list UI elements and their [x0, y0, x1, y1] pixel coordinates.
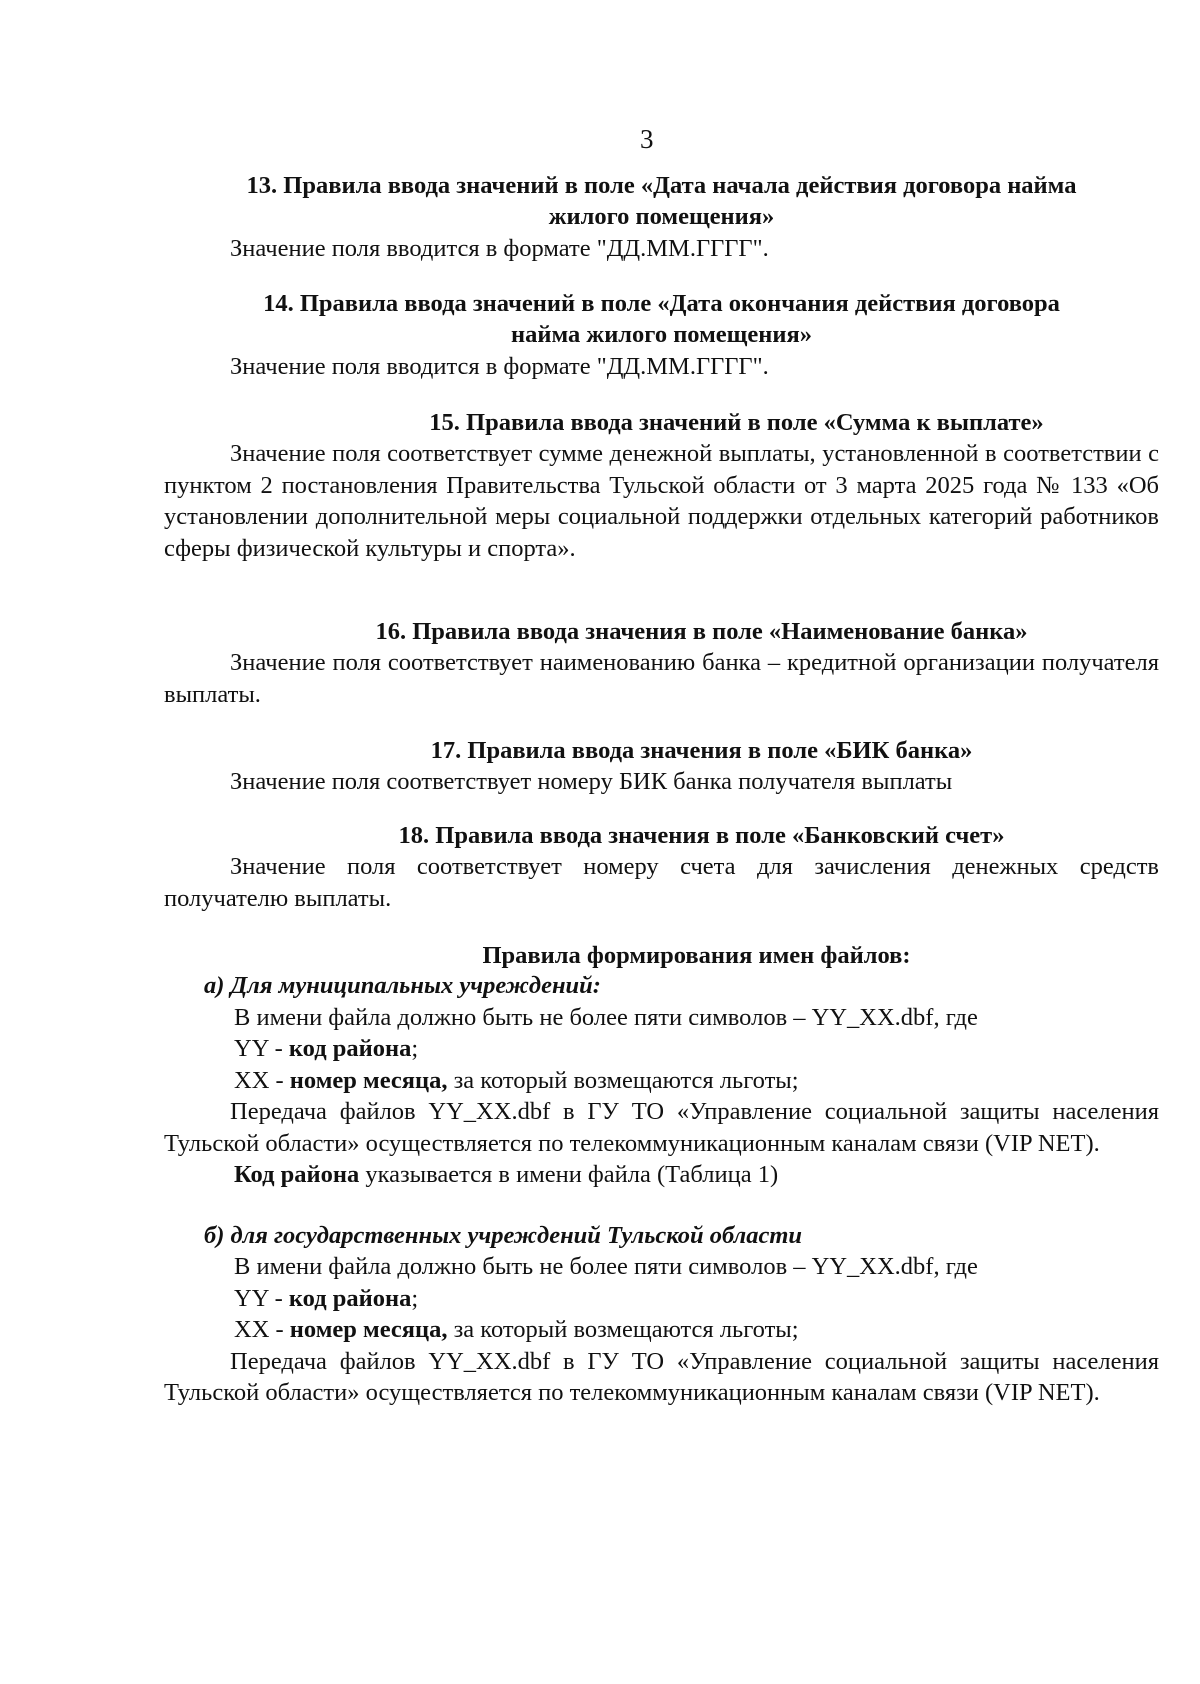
- section-heading: 18. Правила ввода значения в поле «Банковский счет»: [398, 822, 1005, 849]
- file-rules-subheading-a: а) Для муниципальных учреждений:: [204, 972, 601, 999]
- section-body: Значение поля вводится в формате "ДД.ММ.ГГГГ".: [230, 353, 769, 380]
- yy-bold: код района: [288, 1035, 412, 1062]
- yy-line: [164, 1283, 1159, 1315]
- filename-rule-line: В имени файла должно быть не более пяти символов – YY_XX.dbf, где: [234, 1003, 978, 1031]
- code-bold: Код района: [234, 1161, 360, 1188]
- section-body: Значение поля соответствует номеру БИК банка получателя выплаты: [230, 768, 953, 795]
- yy-prefix: YY -: [234, 1284, 289, 1312]
- section-body: Значение поля вводится в формате "ДД.ММ.ГГГГ".: [230, 235, 769, 262]
- transfer-text: Передача файлов YY_XX.dbf в ГУ ТО «Управление социальной защиты населения Тульской области» осуществляется по телекоммуникационным каналам связи (VIP NET).: [164, 1347, 1159, 1406]
- section-14: [164, 288, 1159, 383]
- xx-suffix: за который возмещаются льготы;: [447, 1316, 799, 1343]
- xx-prefix: XX -: [234, 1066, 290, 1094]
- section-15: [164, 407, 1159, 564]
- page-number: 3: [640, 124, 654, 154]
- section-heading: 17. Правила ввода значения в поле «БИК банка»: [430, 737, 973, 764]
- section-body: Значение поля соответствует номеру счета для зачисления денежных средств получателю выплаты.: [164, 853, 1159, 912]
- file-rules-heading: Правила формирования имен файлов:: [482, 942, 911, 969]
- filename-rule-line: В имени файла должно быть не более пяти символов – YY_XX.dbf, где: [234, 1253, 978, 1280]
- section-heading: 13. Правила ввода значений в поле «Дата начала действия договора найма: [246, 172, 1077, 199]
- xx-bold: номер месяца,: [289, 1316, 448, 1343]
- section-body: Значение поля соответствует сумме денежной выплаты, установленной в соответствии с пунктом 2 постановления Правительства Тульской области от 3 марта 2025 года № 133 «Об установлении дополнительной меры социальной поддержки отдельных категорий работников сферы физической культуры и спорта».: [164, 440, 1159, 562]
- yy-suffix: ;: [411, 1284, 419, 1312]
- code-rest: указывается в имени файла (Таблица 1): [359, 1161, 779, 1188]
- section-heading: 15. Правила ввода значений в поле «Сумма к выплате»: [429, 409, 1044, 436]
- section-13: [164, 170, 1159, 265]
- xx-prefix: XX -: [234, 1316, 290, 1343]
- xx-suffix: за который возмещаются льготы;: [447, 1066, 799, 1094]
- yy-bold: код района: [288, 1284, 412, 1312]
- file-rules-section: [164, 940, 1159, 1409]
- xx-line: [164, 1065, 1159, 1097]
- section-heading: 16. Правила ввода значения в поле «Наименование банка»: [375, 618, 1028, 645]
- code-line: [164, 1159, 1159, 1191]
- xx-bold: номер месяца,: [289, 1066, 448, 1094]
- transfer-text: Передача файлов YY_XX.dbf в ГУ ТО «Управление социальной защиты населения Тульской области» осуществляется по телекоммуникационным каналам связи (VIP NET).: [164, 1098, 1159, 1157]
- xx-line: [164, 1314, 1159, 1346]
- yy-suffix: ;: [411, 1035, 419, 1062]
- section-heading: жилого помещения»: [548, 203, 775, 230]
- section-body: Значение поля соответствует наименованию банка – кредитной организации получателя выплаты.: [164, 649, 1159, 708]
- section-heading: найма жилого помещения»: [511, 321, 812, 348]
- yy-line: [164, 1033, 1159, 1065]
- file-rules-subheading-b: б) для государственных учреждений Тульской области: [204, 1221, 803, 1249]
- section-17: [164, 735, 1159, 798]
- yy-prefix: YY -: [234, 1035, 289, 1062]
- section-18: [164, 820, 1159, 914]
- section-heading: 14. Правила ввода значений в поле «Дата окончания действия договора: [263, 290, 1060, 317]
- section-16: [164, 616, 1159, 710]
